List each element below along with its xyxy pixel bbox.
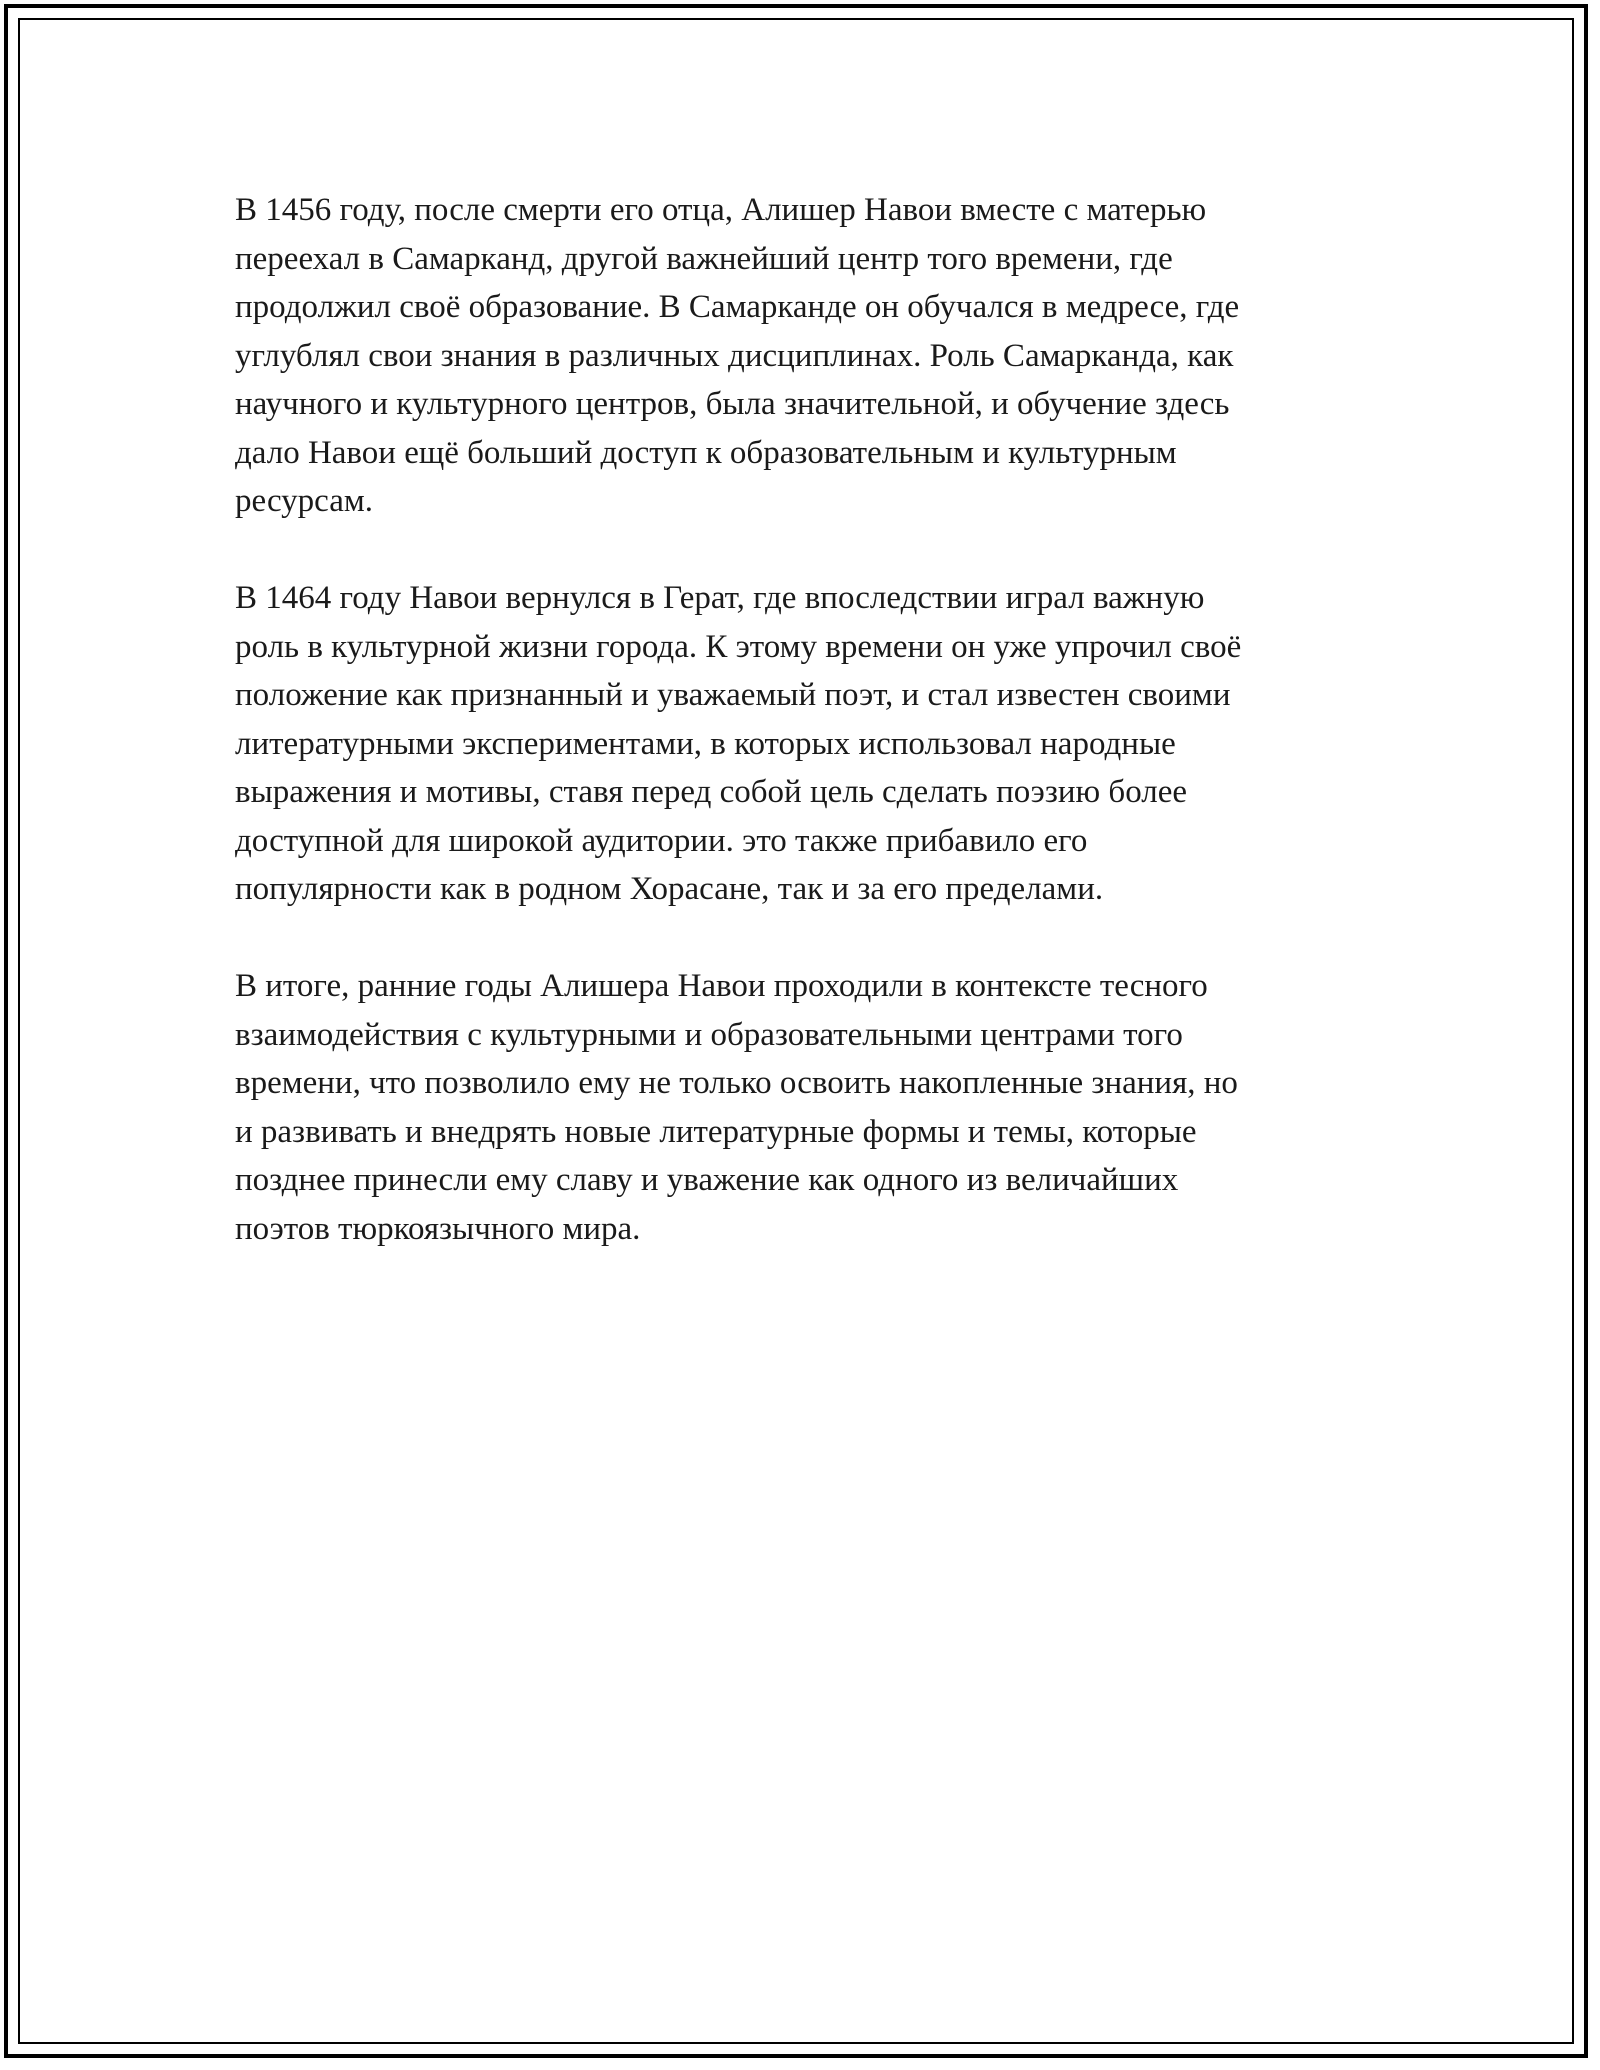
document-body (235, 186, 1375, 1302)
paragraph-3: В итоге, ранние годы Алишера Навои проходили в контексте тесного взаимодействия с культурными и образовательными центрами того времени, что позволило ему не только освоить накопленные знания, но и развивать и внедрять новые литературные формы и темы, которые позднее принесли ему славу и уважение как одного из величайших поэтов тюркоязычного мира. (235, 968, 1238, 1247)
paragraph-1: В 1456 году, после смерти его отца, Алишер Навои вместе с матерью переехал в Самарканд, другой важнейший центр того времени, где продолжил своё образование. В Самарканде он обучался в медресе, где углублял свои знания в различных дисциплинах. Роль Самарканда, как научного и культурного центров, была значительной, и обучение здесь дало Навои ещё больший доступ к образовательным и культурным ресурсам. (235, 192, 1240, 519)
paragraph-2: В 1464 году Навои вернулся в Герат, где впоследствии играл важную роль в культурной жизни города. К этому времени он уже упрочил своё положение как признанный и уважаемый поэт, и стал известен своими литературными экспериментами, в которых использовал народные выражения и мотивы, ставя перед собой цель сделать поэзию более доступной для широкой аудитории. это также прибавило его популярности как в родном Хорасане, так и за его пределами. (235, 580, 1242, 907)
